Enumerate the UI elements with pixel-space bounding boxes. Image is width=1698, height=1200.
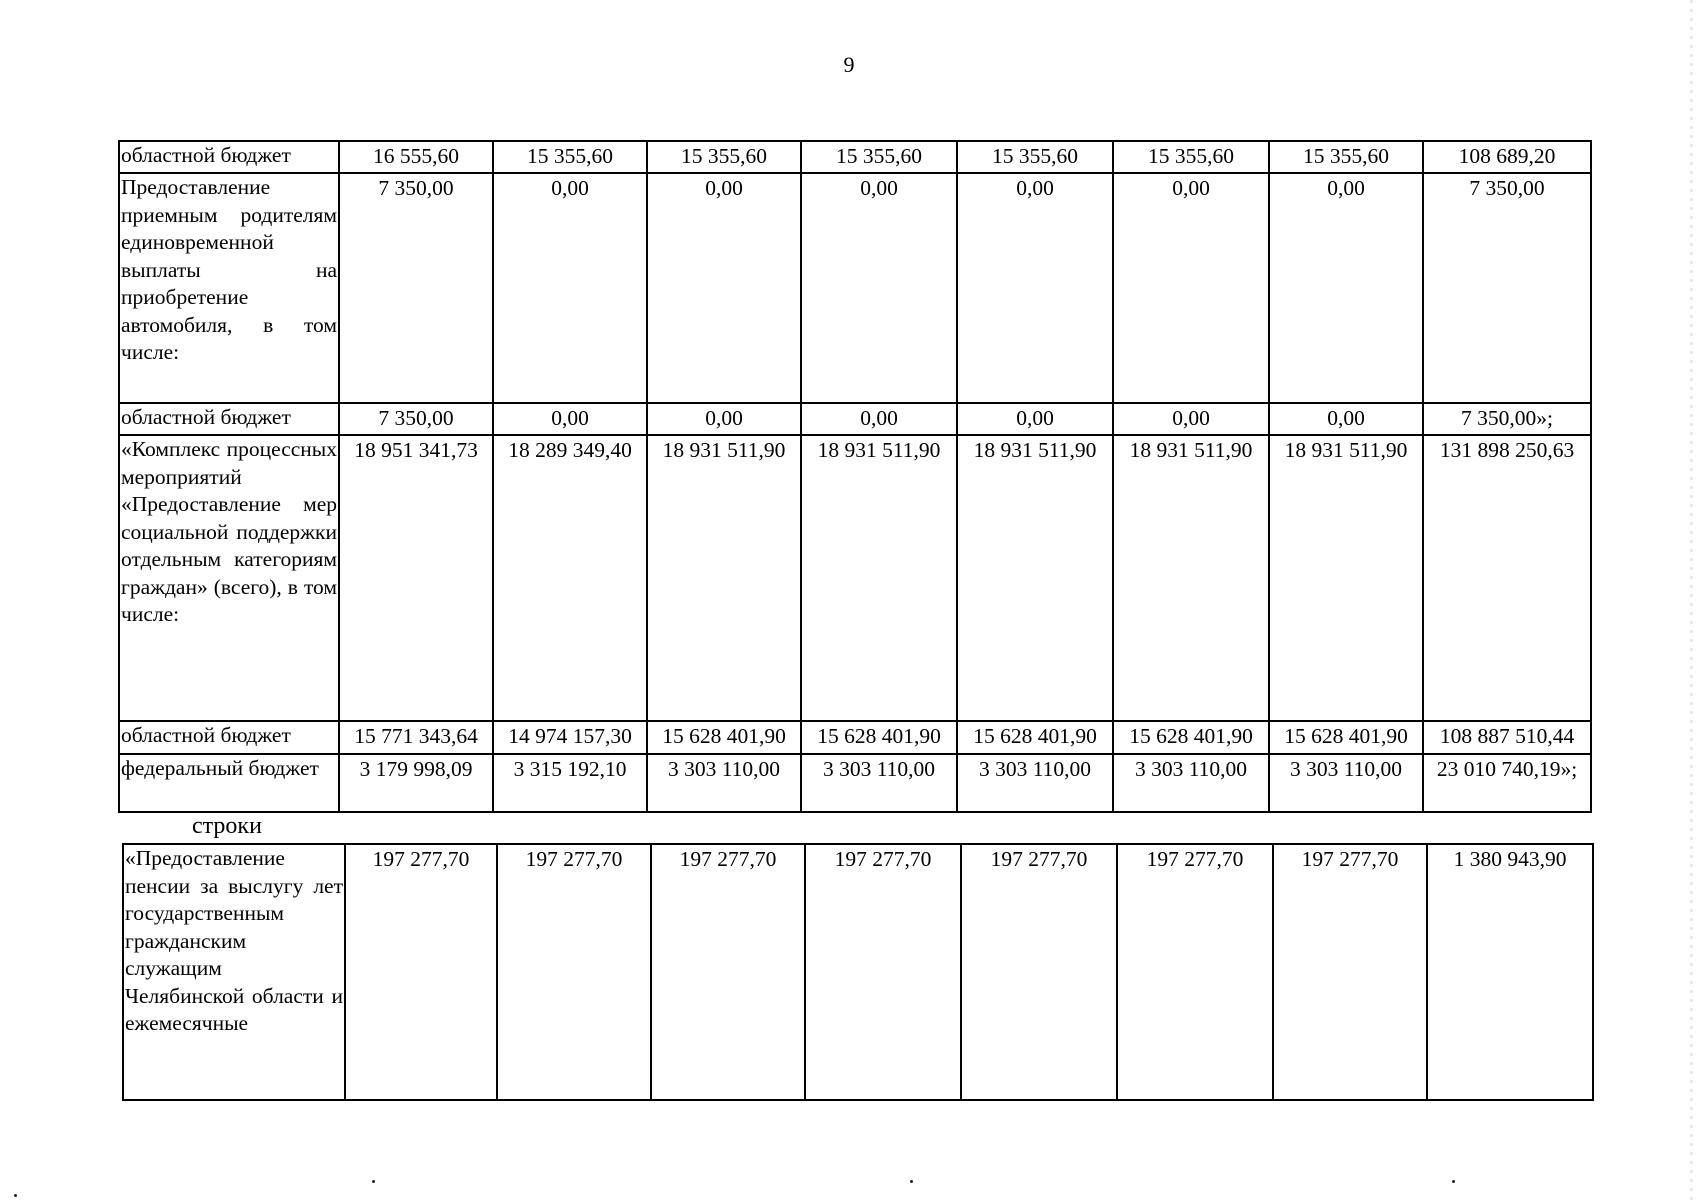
value-cell: 3 179 998,09 <box>339 754 493 812</box>
total-cell: 1 380 943,90 <box>1427 844 1593 1100</box>
value-cell: 18 931 511,90 <box>647 435 801 721</box>
between-text: строки <box>192 813 262 839</box>
row-label: «Комплекс процессных мероприятий «Предоставление мер социальной поддержки отдельным категориям граждан» (всего), в том числе: <box>119 435 339 721</box>
value-cell: 18 289 349,40 <box>493 435 647 721</box>
row-label: областной бюджет <box>119 721 339 754</box>
row-label: федеральный бюджет <box>119 754 339 812</box>
page-number: 9 <box>843 52 855 77</box>
total-cell: 108 689,20 <box>1423 141 1591 173</box>
budget-table-continued <box>118 140 1592 813</box>
row-label: областной бюджет <box>119 403 339 435</box>
value-cell: 0,00 <box>957 403 1113 435</box>
table-row <box>119 721 1591 754</box>
value-cell: 197 277,70 <box>497 844 651 1100</box>
value-cell: 15 355,60 <box>957 141 1113 173</box>
value-cell: 18 931 511,90 <box>1113 435 1269 721</box>
value-cell: 0,00 <box>493 173 647 403</box>
value-cell: 15 628 401,90 <box>647 721 801 754</box>
value-cell: 0,00 <box>801 173 957 403</box>
value-cell: 7 350,00 <box>339 173 493 403</box>
table-row <box>119 403 1591 435</box>
value-cell: 18 951 341,73 <box>339 435 493 721</box>
scan-speck <box>1452 1180 1455 1183</box>
value-cell: 197 277,70 <box>651 844 805 1100</box>
value-cell: 3 303 110,00 <box>957 754 1113 812</box>
value-cell: 3 303 110,00 <box>1269 754 1423 812</box>
value-cell: 15 355,60 <box>1113 141 1269 173</box>
value-cell: 15 355,60 <box>647 141 801 173</box>
value-cell: 7 350,00 <box>339 403 493 435</box>
value-cell: 0,00 <box>493 403 647 435</box>
total-cell: 7 350,00»; <box>1423 403 1591 435</box>
value-cell: 197 277,70 <box>805 844 961 1100</box>
value-cell: 3 303 110,00 <box>801 754 957 812</box>
row-label: Предоставление приемным родителям единовременной выплаты на приобретение автомобиля, в том числе: <box>119 173 339 403</box>
value-cell: 3 315 192,10 <box>493 754 647 812</box>
value-cell: 18 931 511,90 <box>957 435 1113 721</box>
scan-edge-artifact <box>1690 0 1693 1200</box>
value-cell: 15 628 401,90 <box>1269 721 1423 754</box>
value-cell: 15 355,60 <box>801 141 957 173</box>
value-cell: 16 555,60 <box>339 141 493 173</box>
value-cell: 14 974 157,30 <box>493 721 647 754</box>
value-cell: 3 303 110,00 <box>647 754 801 812</box>
value-cell: 15 628 401,90 <box>1113 721 1269 754</box>
value-cell: 197 277,70 <box>1273 844 1427 1100</box>
total-cell: 7 350,00 <box>1423 173 1591 403</box>
value-cell: 15 628 401,90 <box>957 721 1113 754</box>
scan-speck <box>14 1194 17 1197</box>
value-cell: 18 931 511,90 <box>801 435 957 721</box>
table-row <box>119 754 1591 812</box>
table-row <box>119 173 1591 403</box>
row-label: «Предоставление пенсии за выслугу лет государственным гражданским служащим Челябинской области и ежемесячные <box>123 844 345 1100</box>
value-cell: 0,00 <box>1269 173 1423 403</box>
value-cell: 15 355,60 <box>1269 141 1423 173</box>
value-cell: 0,00 <box>957 173 1113 403</box>
value-cell: 0,00 <box>647 403 801 435</box>
total-cell: 108 887 510,44 <box>1423 721 1591 754</box>
budget-table-rows <box>122 843 1594 1101</box>
value-cell: 18 931 511,90 <box>1269 435 1423 721</box>
value-cell: 15 628 401,90 <box>801 721 957 754</box>
row-label: областной бюджет <box>119 141 339 173</box>
value-cell: 15 355,60 <box>493 141 647 173</box>
value-cell: 0,00 <box>647 173 801 403</box>
value-cell: 197 277,70 <box>345 844 497 1100</box>
value-cell: 15 771 343,64 <box>339 721 493 754</box>
value-cell: 0,00 <box>801 403 957 435</box>
total-cell: 131 898 250,63 <box>1423 435 1591 721</box>
value-cell: 0,00 <box>1269 403 1423 435</box>
value-cell: 0,00 <box>1113 403 1269 435</box>
table-row <box>119 141 1591 173</box>
table-row <box>119 435 1591 721</box>
scan-speck <box>910 1180 913 1183</box>
value-cell: 197 277,70 <box>1117 844 1273 1100</box>
value-cell: 197 277,70 <box>961 844 1117 1100</box>
total-cell: 23 010 740,19»; <box>1423 754 1591 812</box>
value-cell: 0,00 <box>1113 173 1269 403</box>
table-row <box>123 844 1593 1100</box>
value-cell: 3 303 110,00 <box>1113 754 1269 812</box>
scan-speck <box>372 1180 375 1183</box>
